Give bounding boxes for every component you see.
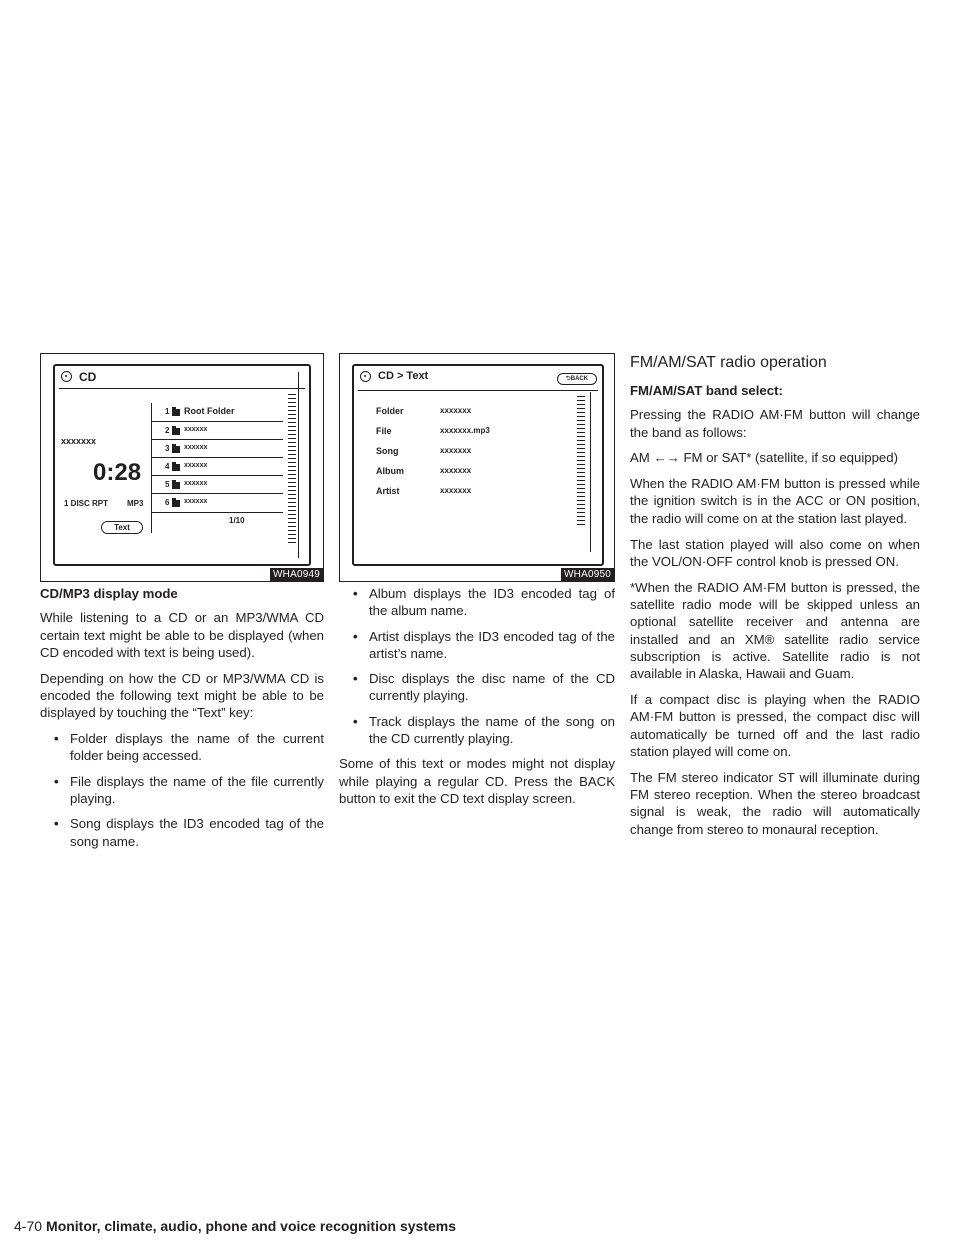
row-divider <box>151 512 283 513</box>
row-value: xxxxxxx <box>440 406 472 415</box>
track-label: Root Folder <box>184 406 235 416</box>
cd-text-screen <box>352 364 604 566</box>
list-item[interactable] <box>151 440 283 458</box>
screen-title: CD > Text <box>378 370 429 382</box>
format-status: MP3 <box>127 499 144 508</box>
scrollbar[interactable] <box>288 394 296 544</box>
folder-icon <box>172 409 180 416</box>
bullet-text: Album displays the ID3 encoded tag of the album name. <box>369 586 615 619</box>
paragraph: The last station played will also come on when the VOL/ON·OFF control knob is pressed ON. <box>630 536 920 569</box>
track-label: xxxxxx <box>184 444 208 451</box>
bullet-item <box>40 815 324 850</box>
row-label: File <box>376 426 392 436</box>
figure-cd-text-display <box>339 353 615 582</box>
track-label: xxxxxx <box>184 426 208 433</box>
row-label: Song <box>376 446 399 456</box>
figure-code: WHA0950 <box>561 568 614 581</box>
page-footer <box>14 1218 456 1234</box>
section-title: FM/AM/SAT radio operation <box>630 354 827 371</box>
list-item[interactable] <box>151 403 283 421</box>
bullet-icon: • <box>353 586 358 601</box>
text-button[interactable]: Text <box>101 521 143 534</box>
bullet-icon: • <box>54 731 59 747</box>
bullet-item <box>339 628 615 663</box>
row-value: xxxxxxx <box>440 486 472 495</box>
back-button[interactable] <box>557 373 597 385</box>
track-number: 4 <box>165 462 170 471</box>
track-list <box>151 388 291 548</box>
paragraph: Pressing the RADIO AM·FM button will change the band as follows: <box>630 407 920 440</box>
bullet-icon: • <box>54 816 59 832</box>
section-heading: CD/MP3 display mode <box>40 586 178 601</box>
cd-screen <box>53 364 311 566</box>
paragraph: Some of this text or modes might not display while playing a regular CD. Press the BACK button to exit the CD text display screen. <box>339 756 615 806</box>
row-value: xxxxxxx.mp3 <box>440 426 490 435</box>
track-label: xxxxxx <box>184 480 208 487</box>
section-heading: FM/AM/SAT band select: <box>630 383 783 398</box>
paragraph: Depending on how the CD or MP3/WMA CD is encoded the following text might be able to be displayed by touching the “Text” key: <box>40 670 324 721</box>
track-number: 2 <box>165 426 170 435</box>
scrollbar[interactable] <box>577 396 585 526</box>
list-item[interactable] <box>151 476 283 494</box>
row-value: xxxxxxx <box>440 446 472 455</box>
row-value: xxxxxxx <box>440 466 472 475</box>
page-number: 4-70 <box>14 1218 43 1234</box>
cd-icon <box>61 371 72 382</box>
paragraph: If a compact disc is playing when the RADIO AM·FM button is pressed, the compact disc will automatically be turned off and the last radio station played will come on. <box>630 691 920 759</box>
bullet-icon: • <box>54 773 59 789</box>
screen-title: CD <box>79 370 97 384</box>
folder-icon <box>172 446 180 453</box>
disc-repeat-status: 1 DISC RPT <box>64 499 109 508</box>
paragraph: *When the RADIO AM·FM button is pressed, the satellite radio mode will be skipped unless an optional satellite receiver and antenna are installed and an XM® satellite radio service subscription is active. Satellite radio is not available in Alaska, Hawaii and Guam. <box>630 579 920 682</box>
scroll-bracket <box>590 392 597 552</box>
row-label: Album <box>376 466 404 476</box>
bullet-text: File displays the name of the file currently playing. <box>70 773 324 806</box>
paragraph: AM ←→ FM or SAT* (satellite, if so equipped) <box>630 450 898 466</box>
row-label: Folder <box>376 406 404 416</box>
bullet-icon: • <box>353 713 358 729</box>
paragraph: While listening to a CD or an MP3/WMA CD certain text might be able to be displayed (when CD encoded with text is being used). <box>40 610 324 660</box>
bullet-text: Track displays the name of the song on the CD currently playing. <box>369 713 615 747</box>
bullet-text: Song displays the ID3 encoded tag of the song name. <box>70 816 324 849</box>
title-divider <box>358 390 598 391</box>
bullet-item <box>339 713 615 748</box>
folder-icon <box>172 428 180 435</box>
bullet-item <box>339 670 615 705</box>
folder-icon <box>172 464 180 471</box>
row-label: Artist <box>376 486 400 496</box>
track-name: xxxxxxx <box>61 436 97 446</box>
figure-cd-display <box>40 353 324 582</box>
back-button-label: BACK <box>570 376 589 382</box>
bullet-text: Disc displays the disc name of the CD currently playing. <box>369 671 615 704</box>
column-2 <box>339 585 615 816</box>
track-number: 5 <box>165 480 170 489</box>
bullet-item <box>40 730 324 765</box>
bullet-text: Folder displays the name of the current folder being accessed. <box>70 731 324 764</box>
bullet-icon: • <box>353 628 358 644</box>
folder-icon <box>172 482 180 489</box>
column-3 <box>630 353 920 846</box>
paragraph: The FM stereo indicator ST will illuminate during FM stereo reception. When the stereo broadcast signal is weak, the radio will automatically change from stereo to monaural reception. <box>630 769 920 837</box>
bullet-icon: • <box>353 671 358 687</box>
bullet-text: Artist displays the ID3 encoded tag of the artist’s name. <box>369 628 615 661</box>
track-label: xxxxxx <box>184 498 208 505</box>
track-number: 6 <box>165 498 170 507</box>
track-number: 1 <box>165 407 170 416</box>
page-indicator: 1/10 <box>229 516 245 525</box>
list-item[interactable] <box>151 422 283 440</box>
cd-icon <box>360 371 371 382</box>
column-1 <box>40 585 324 858</box>
track-label: xxxxxx <box>184 462 208 469</box>
track-number: 3 <box>165 444 170 453</box>
list-item[interactable] <box>151 458 283 476</box>
scroll-bracket <box>298 372 305 558</box>
chapter-title: Monitor, climate, audio, phone and voice recognition systems <box>46 1218 456 1234</box>
back-arrow-icon: ⮌ <box>565 376 571 382</box>
elapsed-time: 0:28 <box>93 459 142 486</box>
bullet-item <box>40 773 324 808</box>
bullet-item <box>339 585 615 620</box>
list-item[interactable] <box>151 494 283 512</box>
folder-icon <box>172 500 180 507</box>
paragraph: When the RADIO AM·FM button is pressed while the ignition switch is in the ACC or ON position, the radio will come on at the station last played. <box>630 476 920 526</box>
figure-code: WHA0949 <box>270 568 323 581</box>
